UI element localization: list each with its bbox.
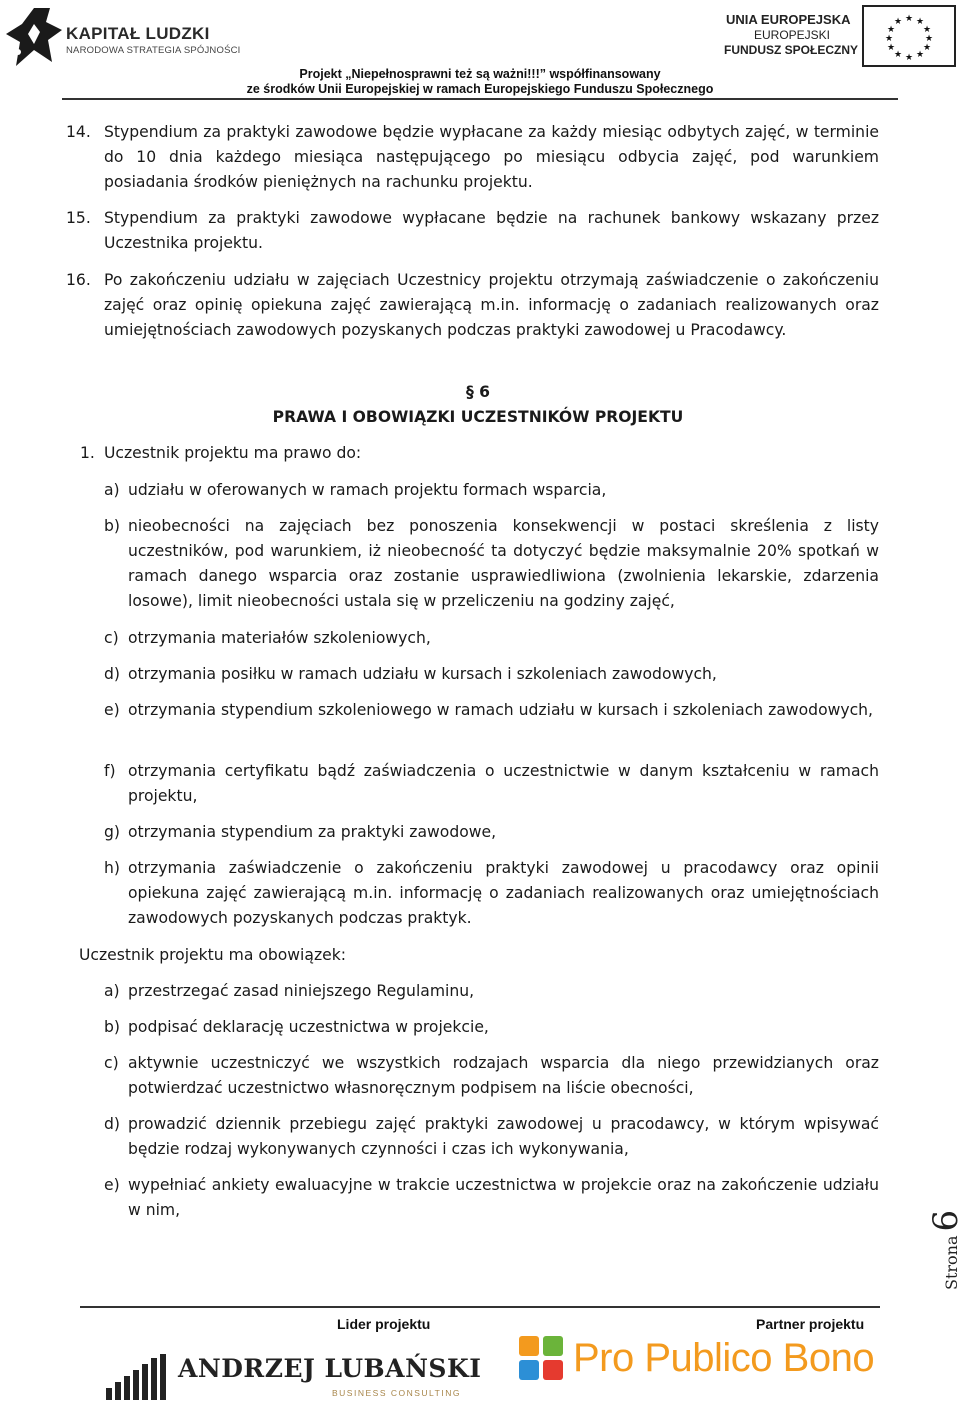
duties-item-a-letter: a) [104,982,120,1000]
eu-title: UNIA EUROPEJSKA [726,12,851,27]
project-line-2: ze środków Unii Europejskiej w ramach Europejskiego Funduszu Społecznego [246,82,714,96]
kapital-ludzki-title: KAPITAŁ LUDZKI [66,24,210,43]
rights-item-c-letter: c) [104,629,119,647]
kapital-ludzki-subtitle: NARODOWA STRATEGIA SPÓJNOŚCI [66,45,241,56]
leader-logo [106,1350,482,1402]
svg-text:★: ★ [886,43,896,53]
duties-item-c: aktywnie uczestniczyć we wszystkich rodzajach wsparcia dla niego przewidzianych oraz potwierdzać uczestnictwo własnoręcznym podpisem na liście obecności, [128,1054,879,1097]
svg-text:★: ★ [904,14,914,24]
paragraph-15-number: 15. [66,209,91,227]
footer-divider [80,1306,880,1308]
rights-item-f: otrzymania certyfikatu bądź zaświadczenia o uczestnictwie w danym kształceniu w ramach projektu, [128,762,879,805]
duties-item-d: prowadzić dziennik przebiegu zajęć praktyki zawodowej u pracodawcy, w którym wpisywać będzie rodzaj wykonywanych czynności i czas ich wykonywania, [128,1115,879,1158]
rights-item-d-letter: d) [104,665,120,683]
duties-item-b-letter: b) [104,1018,120,1036]
paragraph-16: Po zakończeniu udziału w zajęciach Uczestnicy projektu otrzymają zaświadczenie o zakończeniu zajęć oraz opinię opiekuna zajęć zawierającą m.in. informację o zadaniach realizowanych oraz umiejętnościach zawodowych pozyskanych podczas praktyki zawodowej u Pracodawcy. [104,271,879,339]
rights-item-f-letter: f) [104,762,116,780]
duties-item-e-letter: e) [104,1176,120,1194]
svg-text:★: ★ [893,50,903,60]
partner-logo [517,1334,887,1386]
paragraph-14-number: 14. [66,123,91,141]
svg-text:★: ★ [924,34,934,44]
ppb-squares-icon [517,1334,567,1384]
partner-label: Partner projektu [756,1316,865,1332]
eu-fund-line2: FUNDUSZ SPOŁECZNY [724,43,859,57]
rights-intro: Uczestnik projektu ma prawo do: [104,444,362,462]
page-label: Strona [942,1235,961,1290]
project-line-1: Projekt „Niepełnosprawni też są ważni!!!” współfinansowany [299,67,661,81]
rights-item-g-letter: g) [104,823,120,841]
rights-item-h: otrzymania zaświadczenie o zakończeniu praktyki zawodowej u pracodawcy oraz opinii opiekuna zajęć zawierającą m.in. informację o zadaniach realizowanych oraz umiejętnościach zawodowych pozyskanych podczas praktyk. [128,859,879,927]
svg-text:★: ★ [904,53,914,63]
duties-item-d-letter: d) [104,1115,120,1133]
svg-text:★: ★ [922,25,932,35]
rights-item-g: otrzymania stypendium za praktyki zawodowe, [128,823,497,841]
svg-text:★: ★ [886,25,896,35]
page-number [926,1210,966,1290]
svg-text:★: ★ [922,43,932,53]
section-symbol: § 6 [465,383,491,401]
eu-flag [862,5,956,67]
kapital-ludzki-logo [4,6,64,70]
leader-name: ANDRZEJ LUBAŃSKI [178,1354,482,1383]
rights-item-h-letter: h) [104,859,120,877]
svg-text:★: ★ [884,34,894,44]
duties-item-e: wypełniać ankiety ewaluacyjne w trakcie uczestnictwa w projekcie oraz na zakończenie udziału w nim, [128,1176,879,1219]
duties-intro: Uczestnik projektu ma obowiązek: [79,946,347,964]
kapital-ludzki-emblem-icon [4,6,64,70]
rights-item-b-letter: b) [104,517,120,535]
page-number-value: 6 [926,1209,966,1232]
header-divider [62,98,898,100]
svg-text:★: ★ [915,17,925,27]
eu-stars-icon [864,7,954,65]
duties-item-c-letter: c) [104,1054,119,1072]
rights-item-a: udziału w oferowanych w ramach projektu formach wsparcia, [128,481,607,499]
leader-subtitle: BUSINESS CONSULTING [332,1388,461,1398]
rights-item-e-letter: e) [104,701,120,719]
rights-item-b: nieobecności na zajęciach bez ponoszenia konsekwencji w postaci skreślenia z listy uczestników, pod warunkiem, iż nieobecność ta dotyczyć będzie maksymalnie 20% spotkań w ramach danego wsparcia oraz zostanie usprawiedliwiona (zwolnienia lekarskie, zdarzenia losowe), limit nieobecności ustala się w przeliczeniu na godziny zajęć, [128,517,879,610]
duties-item-a: przestrzegać zasad niniejszego Regulaminu, [128,982,475,1000]
paragraph-14: Stypendium za praktyki zawodowe będzie wypłacane za każdy miesiąc odbytych zajęć, w terminie do 10 dnia każdego miesiąca następującego po miesiącu odbycia zajęć, pod warunkiem posiadania środków pieniężnych na rachunku projektu. [104,123,879,191]
section-title: PRAWA I OBOWIĄZKI UCZESTNIKÓW PROJEKTU [272,408,684,426]
eu-fund-line1: EUROPEJSKI [754,28,831,42]
svg-text:★: ★ [893,17,903,27]
leader-label: Lider projektu [337,1316,431,1332]
rights-number: 1. [80,444,95,462]
bar-chart-logo-icon [106,1354,176,1400]
partner-name: Pro Publico Bono [573,1336,875,1380]
svg-text:★: ★ [915,50,925,60]
paragraph-16-number: 16. [66,271,91,289]
rights-item-e: otrzymania stypendium szkoleniowego w ramach udziału w kursach i szkoleniach zawodowych, [128,701,874,719]
rights-item-d: otrzymania posiłku w ramach udziału w kursach i szkoleniach zawodowych, [128,665,717,683]
rights-item-a-letter: a) [104,481,120,499]
duties-item-b: podpisać deklarację uczestnictwa w projekcie, [128,1018,489,1036]
paragraph-15: Stypendium za praktyki zawodowe wypłacane będzie na rachunek bankowy wskazany przez Uczestnika projektu. [104,209,879,252]
rights-item-c: otrzymania materiałów szkoleniowych, [128,629,431,647]
